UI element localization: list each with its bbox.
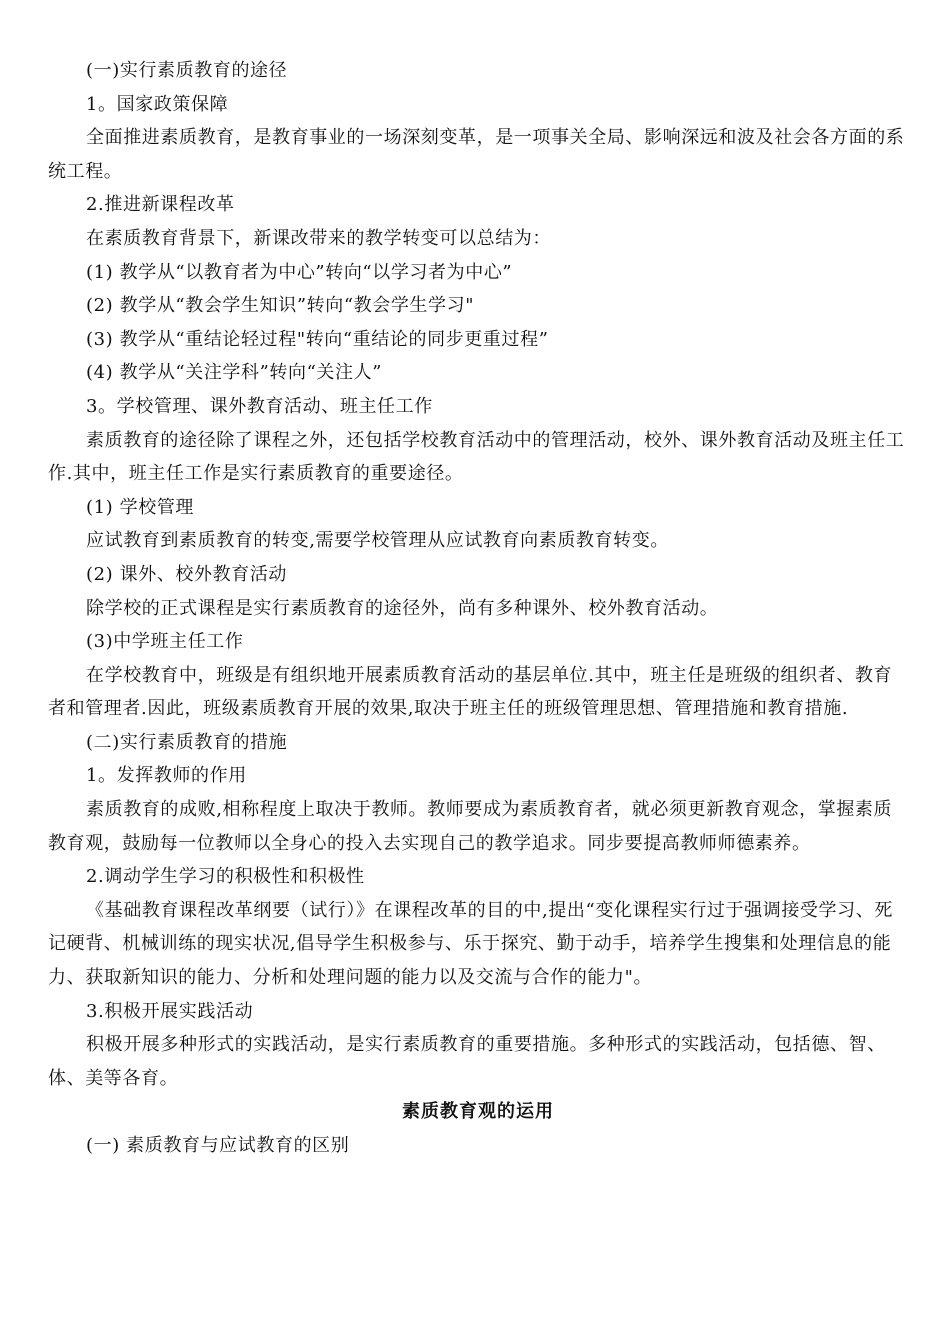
paragraph-class-teacher: 在学校教育中，班级是有组织地开展素质教育活动的基层单位.其中，班主任是班级的组织者、教育者和管理者.因此，班级素质教育开展的效果,取决于班主任的班级管理思想、管理措施和教育措施. [48,664,893,720]
section-title: 素质教育观的运用 [402,1101,554,1123]
paragraph-curriculum-reform: 在素质教育背景下，新课改带来的教学转变可以总结为： [86,227,551,249]
heading-policy: 1。国家政策保障 [86,93,229,115]
list-item-4: (4) 教学从“关注学科”转向“关注人” [86,362,383,384]
heading-measures: (二)实行素质教育的措施 [86,731,288,753]
heading-practice: 3.积极开展实践活动 [86,1000,254,1022]
heading-teacher-role: 1。发挥教师的作用 [86,765,247,787]
list-item-2: (2) 教学从“教会学生知识”转向“教会学生学习" [86,295,475,317]
paragraph-management-shift: 应试教育到素质教育的转变,需要学校管理从应试教育向素质教育转变。 [86,530,669,552]
subheading-extracurricular: (2) 课外、校外教育活动 [86,563,288,585]
heading-paths: (一)实行素质教育的途径 [86,60,288,81]
paragraph-practice: 积极开展多种形式的实践活动，是实行素质教育的重要措施。多种形式的实践活动，包括德、智、体、美等各育。 [48,1034,886,1089]
paragraph-curriculum-outline: 《基础教育课程改革纲要（试行）》在课程改革的目的中,提出“变化课程实行过于强调接受学习、死记硬背、机械训练的现实状况,倡导学生积极参与、乐于探究、勤于动手，培养学生搜集和处理信息的能力、获取新知识的能力、分析和处理问题的能力以及交流与合作的能力"。 [48,899,893,989]
list-item-3: (3) 教学从“重结论轻过程"转向“重结论的同步更重过程” [86,328,549,350]
heading-difference: (一) 素质教育与应试教育的区别 [86,1135,350,1156]
paragraph-school-management: 素质教育的途径除了课程之外，还包括学校教育活动中的管理活动，校外、课外教育活动及班主任工作.其中，班主任工作是实行素质教育的重要途径。 [48,429,905,485]
heading-curriculum-reform: 2.推进新课程改革 [86,194,235,216]
list-item-1: (1) 教学从“以教育者为中心”转向“以学习者为中心” [86,261,513,283]
paragraph-policy: 全面推进素质教育，是教育事业的一场深刻变革，是一项事关全局、影响深远和波及社会各方面的系统工程。 [48,127,905,182]
document-page [48,54,908,1163]
heading-school-management: 3。学校管理、课外教育活动、班主任工作 [86,395,433,417]
heading-student-motivation: 2.调动学生学习的积极性和积极性 [86,866,365,888]
paragraph-teacher-role: 素质教育的成败,相称程度上取决于教师。教师要成为素质教育者，就必须更新教育观念，掌握素质教育观，鼓励每一位教师以全身心的投入去实现自己的教学追求。同步要提高教师师德素养。 [48,799,893,854]
subheading-school-management: (1) 学校管理 [86,496,195,518]
subheading-class-teacher: (3)中学班主任工作 [86,631,244,653]
paragraph-extracurricular: 除学校的正式课程是实行素质教育的途径外，尚有多种课外、校外教育活动。 [86,597,719,619]
